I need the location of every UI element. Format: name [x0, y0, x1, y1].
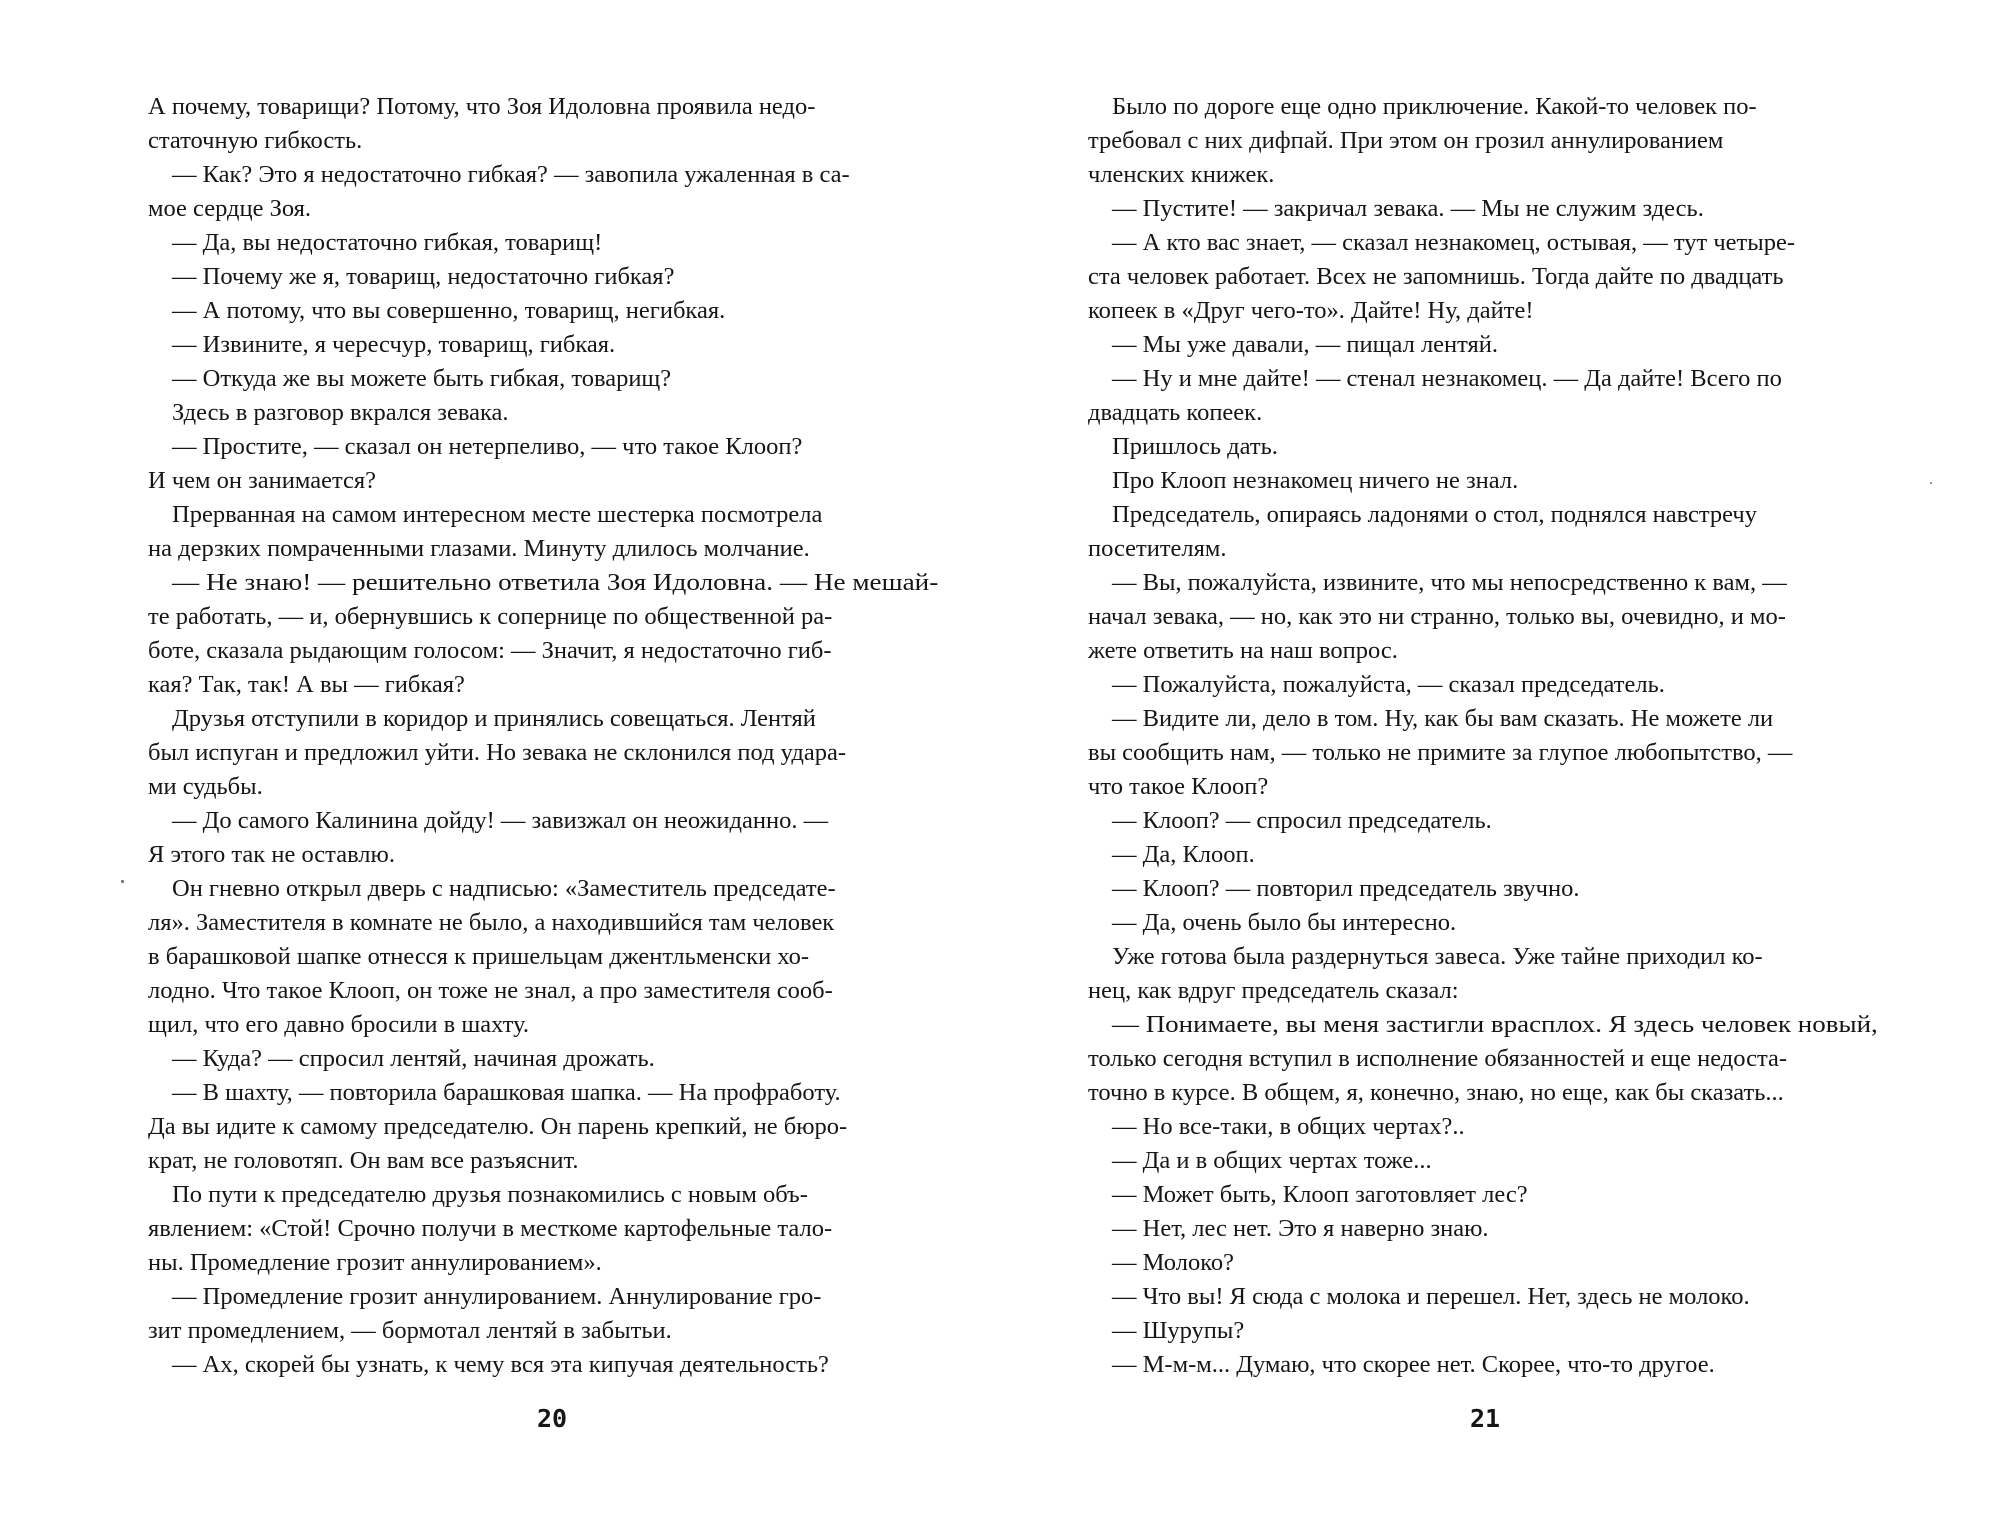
text-line: Пришлось дать.: [1112, 433, 1278, 460]
print-speck: [1930, 482, 1932, 484]
text-line: Он гневно открыл дверь с надписью: «Заместитель председате-: [172, 875, 836, 902]
text-line: — Почему же я, товарищ, недостаточно гибкая?: [172, 263, 675, 290]
text-line: Про Клооп незнакомец ничего не знал.: [1112, 467, 1519, 494]
text-line: кая? Так, так! А вы — гибкая?: [148, 671, 465, 698]
print-speck: [121, 880, 124, 883]
text-line: — Молоко?: [1112, 1249, 1234, 1276]
text-line: в барашковой шапке отнесся к пришельцам джентльменски хо-: [148, 943, 810, 970]
text-line: — Нет, лес нет. Это я наверно знаю.: [1112, 1215, 1489, 1242]
text-line: нец, как вдруг председатель сказал:: [1088, 977, 1459, 1004]
text-line: — Да, вы недостаточно гибкая, товарищ!: [172, 229, 603, 256]
text-line: — Извините, я чересчур, товарищ, гибкая.: [172, 331, 616, 358]
text-line: Я этого так не оставлю.: [148, 841, 395, 868]
text-line: — Промедление грозит аннулированием. Аннулирование гро-: [172, 1283, 822, 1310]
text-line: начал зевака, — но, как это ни странно, только вы, очевидно, и мо-: [1088, 603, 1786, 630]
text-line: — Видите ли, дело в том. Ну, как бы вам сказать. Не можете ли: [1112, 705, 1774, 732]
text-line: статочную гибкость.: [148, 127, 363, 154]
text-line: ны. Промедление грозит аннулированием».: [148, 1249, 602, 1276]
left-page-number: 20: [536, 1404, 568, 1433]
text-line: те работать, — и, обернувшись к сопернице по общественной ра-: [148, 603, 833, 630]
text-line: — Шурупы?: [1112, 1317, 1245, 1344]
text-line: — Понимаете, вы меня застигли врасплох. Я здесь человек новый,: [1112, 1011, 1878, 1038]
text-line: — Клооп? — спросил председатель.: [1112, 807, 1492, 834]
text-line: А почему, товарищи? Потому, что Зоя Идоловна проявила недо-: [148, 93, 816, 120]
text-line: щил, что его давно бросили в шахту.: [148, 1011, 530, 1038]
text-line: на дерзких помраченными глазами. Минуту длилось молчание.: [148, 535, 810, 562]
text-line: — Может быть, Клооп заготовляет лес?: [1112, 1181, 1528, 1208]
text-line: — Пустите! — закричал зевака. — Мы не служим здесь.: [1112, 195, 1704, 222]
text-line: — А потому, что вы совершенно, товарищ, негибкая.: [172, 297, 726, 324]
text-line: жете ответить на наш вопрос.: [1088, 637, 1398, 664]
text-line: зит промедлением, — бормотал лентяй в забытьи.: [148, 1317, 672, 1344]
text-line: Прерванная на самом интересном месте шестерка посмотрела: [172, 501, 823, 528]
text-line: И чем он занимается?: [148, 467, 377, 494]
text-line: — Что вы! Я сюда с молока и перешел. Нет, здесь не молоко.: [1112, 1283, 1750, 1310]
text-line: — Ах, скорей бы узнать, к чему вся эта кипучая деятельность?: [172, 1351, 829, 1378]
text-line: — Вы, пожалуйста, извините, что мы непосредственно к вам, —: [1112, 569, 1787, 596]
text-line: Уже готова была раздернуться завеса. Уже тайне приходил ко-: [1112, 943, 1763, 970]
text-line: был испуган и предложил уйти. Но зевака не склонился под удара-: [148, 739, 847, 766]
text-line: — Мы уже давали, — пищал лентяй.: [1112, 331, 1499, 358]
text-line: — Как? Это я недостаточно гибкая? — завопила ужаленная в са-: [172, 161, 850, 188]
text-line: — Пожалуйста, пожалуйста, — сказал председатель.: [1112, 671, 1665, 698]
text-line: Здесь в разговор вкрался зевака.: [172, 399, 509, 426]
text-line: копеек в «Друг чего-то». Дайте! Ну, дайте!: [1088, 297, 1534, 324]
text-line: лодно. Что такое Клооп, он тоже не знал, а про заместителя сооб-: [148, 977, 833, 1004]
text-line: Друзья отступили в коридор и принялись совещаться. Лентяй: [172, 705, 816, 732]
text-line: мое сердце Зоя.: [148, 195, 312, 222]
text-line: ля». Заместителя в комнате не было, а находившийся там человек: [148, 909, 835, 936]
text-line: ста человек работает. Всех не запомнишь. Тогда дайте по двадцать: [1088, 263, 1784, 290]
text-line: только сегодня вступил в исполнение обязанностей и еще недоста-: [1088, 1045, 1787, 1072]
text-line: — До самого Калинина дойду! — завизжал он неожиданно. —: [172, 807, 829, 834]
text-line: посетителям.: [1088, 535, 1227, 562]
text-line: боте, сказала рыдающим голосом: — Значит, я недостаточно гиб-: [148, 637, 832, 664]
text-line: — Да, Клооп.: [1112, 841, 1255, 868]
text-line: — Простите, — сказал он нетерпеливо, — что такое Клооп?: [172, 433, 803, 460]
text-line: вы сообщить нам, — только не примите за глупое любопытство, —: [1088, 739, 1793, 766]
text-line: точно в курсе. В общем, я, конечно, знаю, но еще, как бы сказать...: [1088, 1079, 1784, 1106]
right-page: [1000, 0, 2000, 1526]
right-page-number: 21: [1469, 1404, 1501, 1433]
text-line: членских книжек.: [1088, 161, 1275, 188]
text-line: Председатель, опираясь ладонями о стол, поднялся навстречу: [1112, 501, 1758, 528]
text-line: — Не знаю! — решительно ответила Зоя Идоловна. — Не мешай-: [172, 569, 939, 596]
text-line: Да вы идите к самому председателю. Он парень крепкий, не бюро-: [148, 1113, 848, 1140]
text-line: что такое Клооп?: [1088, 773, 1269, 800]
text-line: — Да, очень было бы интересно.: [1112, 909, 1457, 936]
text-line: — М-м-м... Думаю, что скорее нет. Скорее, что-то другое.: [1112, 1351, 1715, 1378]
text-line: — Клооп? — повторил председатель звучно.: [1112, 875, 1580, 902]
text-line: явлением: «Стой! Срочно получи в месткоме картофельные тало-: [148, 1215, 833, 1242]
text-line: — В шахту, — повторила барашковая шапка. — На профработу.: [172, 1079, 841, 1106]
text-line: — Но все-таки, в общих чертах?..: [1112, 1113, 1465, 1140]
text-line: — Ну и мне дайте! — стенал незнакомец. — Да дайте! Всего по: [1112, 365, 1782, 392]
text-line: ми судьбы.: [148, 773, 263, 800]
text-line: требовал с них дифпай. При этом он грозил аннулированием: [1088, 127, 1724, 154]
text-line: крат, не головотяп. Он вам все разъяснит.: [148, 1147, 579, 1174]
text-line: По пути к председателю друзья познакомились с новым объ-: [172, 1181, 808, 1208]
text-line: — Откуда же вы можете быть гибкая, товарищ?: [172, 365, 672, 392]
text-line: двадцать копеек.: [1088, 399, 1263, 426]
text-line: — Да и в общих чертах тоже...: [1112, 1147, 1432, 1174]
text-line: — А кто вас знает, — сказал незнакомец, остывая, — тут четыре-: [1112, 229, 1795, 256]
text-line: Было по дороге еще одно приключение. Какой-то человек по-: [1112, 93, 1757, 120]
text-line: — Куда? — спросил лентяй, начиная дрожать.: [172, 1045, 655, 1072]
